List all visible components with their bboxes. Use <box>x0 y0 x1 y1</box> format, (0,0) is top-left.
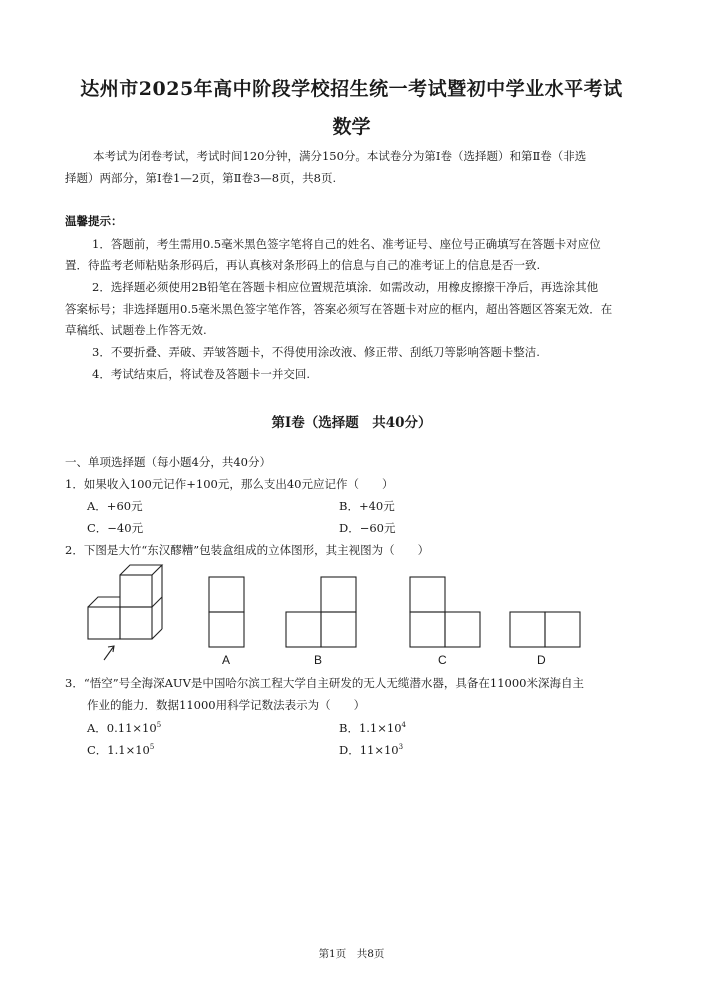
q2-figures <box>80 562 600 672</box>
q3-stem-line-2: 作业的能力．数据11000用科学记数法表示为（ ） <box>87 698 366 712</box>
tips-heading: 温馨提示： <box>65 214 123 228</box>
option-a-label: A <box>222 653 231 667</box>
q3-option-c: C．$1.1\times 10^5$ <box>87 743 155 757</box>
q1-option-d: D．−60元 <box>339 521 396 535</box>
option-b-figure <box>286 577 356 647</box>
tip-3: 3．不要折叠、弄破、弄皱答题卡，不得使用涂改液、修正带、刮纸刀等影响答题卡整洁. <box>92 345 540 359</box>
q3-option-d: D．$11\times 10^3$ <box>339 743 404 757</box>
option-b-label: B <box>314 653 323 667</box>
page-title: 达州市2025年高中阶段学校招生统一考试暨初中学业水平考试 <box>80 78 623 100</box>
intro-line-1: 本考试为闭卷考试，考试时间120分钟，满分150分。本试卷分为第Ⅰ卷（选择题）和第Ⅱ卷（非选 <box>93 149 587 163</box>
page-footer: 第1页 共8页 <box>318 948 385 960</box>
q1-option-c: C．−40元 <box>87 521 144 535</box>
tip-1-line-2: 置．待监考老师粘贴条形码后，再认真核对条形码上的信息与自己的准考证上的信息是否一致. <box>65 258 541 272</box>
part-heading: 一、单项选择题（每小题4分，共40分） <box>65 455 271 469</box>
tip-4: 4．考试结束后，将试卷及答题卡一并交回. <box>92 367 310 381</box>
option-d-figure <box>510 612 580 647</box>
q1-option-a: A．+60元 <box>87 499 143 513</box>
option-a-figure <box>209 577 244 647</box>
subject-title: 数学 <box>332 116 371 138</box>
tip-1-line-1: 1．答题前，考生需用0.5毫米黑色签字笔将自己的姓名、准考证号、座位号正确填写在答题卡对应位 <box>92 237 601 251</box>
q3-option-b: B．$1.1\times 10^4$ <box>339 721 406 735</box>
tip-2-line-3: 草稿纸、试题卷上作答无效. <box>65 323 207 337</box>
intro-line-2: 择题）两部分，第Ⅰ卷1—2页，第Ⅱ卷3—8页，共8页. <box>65 171 337 185</box>
option-c-label: C <box>438 653 447 667</box>
tip-2-line-1: 2．选择题必须使用2B铅笔在答题卡相应位置规范填涂．如需改动，用橡皮擦擦干净后，再选涂其他 <box>92 280 599 294</box>
option-d-label: D <box>537 653 546 667</box>
q3-option-a: A．$0.11\times 10^5$ <box>87 721 162 735</box>
tip-2-line-2: 答案标号；非选择题用0.5毫米黑色签字笔作答，答案必须写在答题卡对应的框内，超出答题区答案无效．在 <box>65 302 613 316</box>
section-title: 第Ⅰ卷（选择题 共40分） <box>271 415 432 431</box>
q2-stem: 2．下图是大竹“东汉醪糟”包装盒组成的立体图形，其主视图为（ ） <box>65 543 430 557</box>
q1-option-b: B．+40元 <box>339 499 395 513</box>
q1-stem: 1．如果收入100元记作+100元，那么支出40元应记作（ ） <box>65 477 394 491</box>
option-c-figure <box>410 577 480 647</box>
q3-stem-line-1: 3．“悟空”号全海深AUV是中国哈尔滨工程大学自主研发的无人无缆潜水器，具备在11000米深海自主 <box>65 676 584 690</box>
solid-figure <box>88 565 162 660</box>
